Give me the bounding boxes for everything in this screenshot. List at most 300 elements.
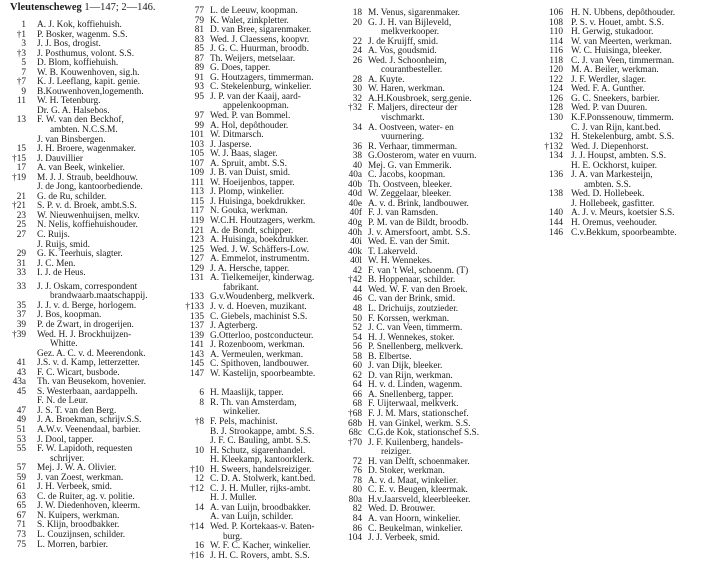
resident-name-occupation: S. Klijn, broodbakker. <box>37 520 120 531</box>
resident-name-occupation: J. v. d. Hoeven, muzikant. <box>210 301 307 312</box>
house-number: †16 <box>190 550 204 561</box>
resident-name-occupation: C. E. v. Beugen, kleermak. <box>368 485 468 496</box>
resident-name-occupation: J. A. Hersche, tapper. <box>210 263 290 274</box>
house-number: 68b <box>348 418 362 429</box>
house-number: 40d <box>348 189 362 200</box>
resident-name-occupation: F. J. van Ramsden. <box>368 208 439 219</box>
resident-name-occupation: J. F. Werdler, slager. <box>571 74 647 85</box>
house-number: 5 <box>21 58 26 69</box>
resident-name-occupation: A. de Bondt, schipper. <box>210 225 294 236</box>
house-number: 124 <box>549 84 563 95</box>
resident-name-occupation: C. J. H. Muller, rijks-ambt. <box>210 483 311 494</box>
house-number: 51 <box>16 424 26 435</box>
resident-name-occupation: G. Does, tapper. <box>210 63 271 74</box>
house-number: 97 <box>194 111 204 122</box>
house-number: 30 <box>352 84 362 95</box>
street-heading <box>10 2 156 13</box>
house-number: 73 <box>16 529 26 540</box>
resident-name-occupation: D. Blom, koffiehuish. <box>37 58 119 69</box>
resident-name-occupation: J. H. Verbeek, smid. <box>37 482 112 493</box>
house-number: 38 <box>352 151 362 162</box>
house-number: 66 <box>352 389 362 400</box>
house-number: 36 <box>352 141 362 152</box>
house-number: 11 <box>17 96 26 107</box>
resident-name-occupation: Th. Oostveen, bleeker. <box>368 179 452 190</box>
house-number: 26 <box>352 55 362 66</box>
resident-name-occupation: J. Posthumus, volont. S.S. <box>37 48 135 59</box>
resident-name-occupation: P. Bosker, wagenm. S.S. <box>37 29 128 40</box>
house-number: 140 <box>549 208 563 219</box>
resident-name-occupation: H. Gerwig, stukadoor. <box>571 27 654 38</box>
house-number: 33 <box>16 268 26 279</box>
resident-name-occupation: A. van Luijn, broodbakker. <box>210 502 311 513</box>
resident-name-occupation: appelenkoopman. <box>223 101 289 112</box>
resident-name-occupation: Th. Weijers, metselaar. <box>210 53 296 64</box>
resident-name-occupation: J. A. van Markesteijn, <box>571 170 653 181</box>
resident-name-occupation: C. D. A. Stolwerk, kant.bed. <box>210 474 316 485</box>
resident-name-occupation: A. Vermeulen, werkman. <box>210 349 304 360</box>
resident-name-occupation: F. Pels, machinist. <box>210 416 278 427</box>
house-number: 49 <box>16 415 26 426</box>
house-number: 125 <box>190 244 204 255</box>
house-number: 110 <box>549 27 563 38</box>
resident-name-occupation: H. v. d. Linden, wagenm. <box>368 380 463 391</box>
house-number: 101 <box>190 130 204 141</box>
house-number: †132 <box>544 141 563 152</box>
house-number: 37 <box>16 310 26 321</box>
house-number: 43a <box>12 377 26 388</box>
resident-name-occupation: J. Agterberg. <box>210 321 258 332</box>
house-number: 18 <box>352 8 362 18</box>
house-number: 132 <box>549 132 563 143</box>
resident-name-occupation: H. Schutz, sigarenhandel. <box>210 445 306 456</box>
resident-name-occupation: W. H. Tetenburg. <box>37 96 101 107</box>
house-number: 57 <box>16 463 26 474</box>
house-number: 16 <box>194 541 204 552</box>
house-number: 24 <box>352 46 362 57</box>
resident-name-occupation: N. Gouka, werkman. <box>210 206 288 217</box>
resident-name-occupation: M. J. J. Straub, beeldhouw. <box>37 172 138 183</box>
house-number: 40a <box>348 170 362 181</box>
resident-name-occupation: J. H. Broere, wagenmaker. <box>37 144 136 155</box>
resident-name-occupation: F. Maljers, directeur der <box>368 103 458 114</box>
resident-name-occupation: vuurnering. <box>381 132 425 143</box>
resident-name-occupation: W.C.H. Houtzagers, werkm. <box>210 216 316 227</box>
house-number: 41 <box>16 358 26 369</box>
house-number: 10 <box>194 445 204 456</box>
house-number: 54 <box>352 332 362 343</box>
resident-name-occupation: W. H. Wennekes. <box>368 256 433 267</box>
house-number: 114 <box>549 36 563 47</box>
house-number: 108 <box>549 17 563 28</box>
house-number: 3 <box>21 39 26 50</box>
house-number: 133 <box>190 292 204 303</box>
resident-name-occupation: Gez. A. C. v. d. Meerendonk. <box>37 348 146 359</box>
house-number: 95 <box>194 91 204 102</box>
resident-name-occupation: fabrikant. <box>223 282 259 293</box>
resident-name-occupation: A. Snellenberg, tapper. <box>368 389 454 400</box>
resident-name-occupation: P. M. van de Bildt, broodb. <box>368 218 469 229</box>
resident-name-occupation: G. K. Teerhuis, slagter. <box>37 249 123 260</box>
resident-name-occupation: C. J. van Rijn, kant.bed. <box>571 122 661 133</box>
resident-name-occupation: J. Ruijs, smid. <box>37 239 90 250</box>
resident-name-occupation: melkverkooper. <box>381 27 440 38</box>
resident-name-occupation: Wed. E. van der Smit. <box>368 237 450 248</box>
house-number: 6 <box>199 388 204 399</box>
resident-name-occupation: F. J. M. Mars, stationschef. <box>368 408 469 419</box>
resident-name-occupation: H. van Ginkel, werkm. S.S. <box>368 418 471 429</box>
resident-name-occupation: D. van Bree, sigarenmaker. <box>210 25 312 36</box>
house-number: 25 <box>16 220 26 231</box>
house-number: 35 <box>16 300 26 311</box>
house-number: 135 <box>190 311 204 322</box>
house-number: 134 <box>549 151 563 162</box>
resident-name-occupation: Wed. P. Kortekaas-v. Baten- <box>210 521 315 532</box>
resident-name-occupation: K.F.Ponssenouw, timmerm. <box>571 113 674 124</box>
resident-name-occupation: courantbesteller. <box>381 65 443 76</box>
house-number: 31 <box>16 258 26 269</box>
house-number: 93 <box>194 82 204 93</box>
house-number: 17 <box>16 163 26 174</box>
house-number: †15 <box>12 153 26 164</box>
house-number: 39 <box>16 319 26 330</box>
house-number: 63 <box>16 491 26 502</box>
house-number: 13 <box>16 115 26 126</box>
resident-name-occupation: C. Beukelman, winkelier. <box>368 523 463 534</box>
house-number: 72 <box>352 456 362 467</box>
house-number: 40k <box>348 246 362 257</box>
resident-name-occupation: J. van Binsbergen. <box>37 134 106 145</box>
resident-name-occupation: A. J. Kok, koffiehuish. <box>37 20 122 30</box>
resident-name-occupation: A. v. d. Brink, landbouwer. <box>368 198 469 209</box>
resident-name-occupation: C. J. van Veen, timmerman. <box>571 55 675 66</box>
house-number: †42 <box>348 275 362 286</box>
resident-name-occupation: J. Huisinga, boekdrukker. <box>210 196 306 207</box>
house-number: 80a <box>348 494 362 505</box>
resident-name-occupation: W. J. Baas, slager. <box>210 149 278 160</box>
resident-name-occupation: H. van Delft, schoenmaker. <box>368 456 470 467</box>
house-number: 129 <box>190 263 204 274</box>
house-number: 32 <box>352 93 362 104</box>
resident-name-occupation: J. J. Oskam, correspondent <box>37 281 138 292</box>
house-number: 136 <box>549 170 563 181</box>
resident-name-occupation: Wed. P. van Duuren. <box>571 103 648 114</box>
resident-name-occupation: A. van Hoorn, winkelier. <box>368 513 461 524</box>
resident-name-occupation: T. Lakerveld. <box>368 246 418 257</box>
house-number: 146 <box>549 227 563 238</box>
resident-name-occupation: P. S. v. Houet, ambt. S.S. <box>571 17 664 28</box>
house-number: 52 <box>352 323 362 334</box>
house-number: 99 <box>194 120 204 131</box>
resident-name-occupation: F. Korssen, werkman. <box>368 313 450 324</box>
resident-name-occupation: H. Kleekamp, kantoorklerk. <box>210 455 315 466</box>
resident-name-occupation: A.H.Kousbroek, serg.genie. <box>368 93 472 104</box>
house-number: 121 <box>190 225 204 236</box>
resident-name-occupation: A. Emmelot, instrumentm. <box>210 254 310 265</box>
house-number: 68 <box>352 399 362 410</box>
resident-name-occupation: J. Hollebeek, gasfitter. <box>571 198 655 209</box>
house-number: 71 <box>16 520 26 531</box>
resident-name-occupation: M. Venus, sigarenmaker. <box>368 8 461 18</box>
resident-name-occupation: ambten. N.C.S.M. <box>50 125 118 136</box>
resident-name-occupation: H. Oremus, veehouder. <box>571 218 657 229</box>
house-number: 127 <box>190 254 204 265</box>
resident-name-occupation: B. Elbertse. <box>368 351 412 362</box>
street-name: Vleutenscheweg <box>10 2 82 13</box>
house-number: †39 <box>12 329 26 340</box>
resident-name-occupation: C.v.Bekkum, spoorbeambte. <box>571 227 677 238</box>
resident-name-occupation: D. van Rijn, werkman. <box>368 370 453 381</box>
house-number: 120 <box>549 65 563 76</box>
resident-name-occupation: J. J. Verbeek, smid. <box>368 533 440 544</box>
house-number: 56 <box>352 342 362 353</box>
resident-name-occupation: S. Westerbaan, aardappelh. <box>37 386 138 397</box>
house-number: 107 <box>190 158 204 169</box>
resident-name-occupation: H. J. Wennekes, stoker. <box>368 332 455 343</box>
resident-name-occupation: J. van Zoest, werkman. <box>37 472 124 483</box>
resident-name-occupation: B.Kouwenhoven,logementh. <box>37 86 144 97</box>
resident-name-occupation: Mej. G. van Emmerik. <box>368 160 452 171</box>
resident-name-occupation: G. J. H. van Bijleveld, <box>368 17 452 28</box>
house-number-range: 1—147; 2—146. <box>84 2 156 13</box>
house-number: 68c <box>348 428 362 439</box>
resident-name-occupation: F. N. de Leur. <box>37 396 88 407</box>
resident-name-occupation: C. Ruijs. <box>37 230 70 241</box>
resident-name-occupation: B. Hoppenaar, schilder. <box>368 275 456 286</box>
resident-name-occupation: A.W.v. Veenendaal, barbier. <box>37 424 141 435</box>
resident-name-occupation: J.S. v. d. Kamp, letterzetter. <box>37 358 140 369</box>
resident-name-occupation: J. J. v. d. Berge, horlogem. <box>37 300 137 311</box>
house-number: 123 <box>190 235 204 246</box>
resident-name-occupation: Wed. W. F. van den Broek. <box>368 284 468 295</box>
resident-name-occupation: L. de Leeuw, koopman. <box>210 6 298 16</box>
resident-name-occupation: H. E. Ockhorst, kuiper. <box>571 160 657 171</box>
resident-name-occupation: A. Tielkemeijer, kinderwag. <box>210 273 315 284</box>
house-number: 122 <box>549 74 563 85</box>
house-number: 21 <box>16 191 26 202</box>
house-number: 44 <box>352 284 362 295</box>
resident-name-occupation: S. P. v. d. Broek, ambt.S.S. <box>37 201 137 212</box>
house-number: 115 <box>190 196 204 207</box>
resident-name-occupation: N. Kuipers, werkman. <box>37 510 120 521</box>
house-number: 20 <box>352 17 362 28</box>
house-number: 138 <box>549 189 563 200</box>
resident-name-occupation: W. Kastelijn, spoorbeambte. <box>210 368 316 379</box>
resident-name-occupation: M. A. Beiler, werkman. <box>571 65 659 76</box>
house-number: 85 <box>194 44 204 55</box>
house-number: 113 <box>190 187 204 198</box>
resident-name-occupation: Wed. J. Diepenhorst. <box>571 141 649 152</box>
resident-name-occupation: Wed. H. J. Brockhuijzen- <box>37 329 132 340</box>
resident-name-occupation: F. C. Wicart, busbode. <box>37 367 120 378</box>
house-number: 143 <box>190 349 204 360</box>
resident-name-occupation: B. J. Strookappe, ambt. S.S. <box>210 426 315 437</box>
house-number: 111 <box>190 177 204 188</box>
house-number: 103 <box>190 139 204 150</box>
house-number: 141 <box>190 340 204 351</box>
house-number: 117 <box>190 206 204 217</box>
resident-name-occupation: Mej. J. W. A. Olivier. <box>37 463 117 474</box>
house-number: 116 <box>549 46 563 57</box>
resident-name-occupation: Wed. F. A. Gunther. <box>571 84 645 95</box>
house-number: 23 <box>16 210 26 221</box>
house-number: 45 <box>16 386 26 397</box>
resident-name-occupation: L. Couzijnsen, schilder. <box>37 529 126 540</box>
house-number: 60 <box>352 361 362 372</box>
resident-name-occupation: J. P. van der Kaaij, aard- <box>210 91 301 102</box>
resident-name-occupation: J. B. van Duist, smid. <box>210 168 291 179</box>
resident-name-occupation: schrijver. <box>50 453 85 464</box>
resident-name-occupation: Wed. P. van Bommel. <box>210 111 291 122</box>
resident-name-occupation: P. Snellenberg, melkverk. <box>368 342 464 353</box>
house-number: 34 <box>352 122 362 133</box>
house-number: †70 <box>348 437 362 448</box>
house-number: 61 <box>16 482 26 493</box>
resident-name-occupation: W. Zeggelaar, bleeker. <box>368 189 452 200</box>
resident-name-occupation: Wed. J. W. Schäffers-Low. <box>210 244 309 255</box>
house-number: 42 <box>352 265 362 276</box>
resident-name-occupation: A. van Beek, winkelier. <box>37 163 125 174</box>
house-number: 8 <box>199 397 204 408</box>
house-number: †32 <box>348 103 362 114</box>
house-number: 83 <box>194 34 204 45</box>
resident-name-occupation: J. G. C. Huurman, broodb. <box>210 44 309 55</box>
house-number: 65 <box>16 501 26 512</box>
house-number: 77 <box>194 6 204 16</box>
resident-name-occupation: J. S. T. van den Berg. <box>37 405 117 416</box>
resident-name-occupation: J. Dool, tapper. <box>37 434 94 445</box>
resident-name-occupation: Dr. G. A. Halsebos. <box>37 105 110 116</box>
house-number: 147 <box>190 368 204 379</box>
resident-name-occupation: W. Haren, werkman. <box>368 84 445 95</box>
resident-name-occupation: W. Nieuwenhuijsen, melkv. <box>37 210 140 221</box>
resident-name-occupation: G. C. Sneekers, barbier. <box>571 93 660 104</box>
resident-name-occupation: reiziger. <box>381 447 412 458</box>
house-number: 128 <box>549 103 563 114</box>
resident-name-occupation: Wed. D. Hollebeek. <box>571 189 645 200</box>
resident-name-occupation: L. Drichuijs, zoutzieder. <box>368 303 459 314</box>
resident-name-occupation: J. Jasperse. <box>210 139 252 150</box>
house-number: 144 <box>549 218 563 229</box>
house-number: 40e <box>348 198 362 209</box>
house-number: 106 <box>549 8 563 18</box>
resident-name-occupation: J. J. Houpst, ambten. S.S. <box>571 151 667 162</box>
house-number: 15 <box>16 144 26 155</box>
resident-name-occupation: W. van Meerten, werkman. <box>571 36 672 47</box>
resident-name-occupation: J. C. van Veen, timmerm. <box>368 323 463 334</box>
resident-name-occupation: D. Stoker, werkman. <box>368 466 445 477</box>
house-number: 40g <box>348 218 362 229</box>
house-number: 84 <box>352 513 362 524</box>
resident-name-occupation: A. Vos, goudsmid. <box>368 46 437 57</box>
resident-name-occupation: H. Maaslijk, tapper. <box>210 388 284 399</box>
resident-name-occupation: Wed. J. Schoonheim, <box>368 55 447 66</box>
resident-name-occupation: H. Sweers, handelsreiziger. <box>210 464 312 475</box>
resident-name-occupation: W. C. Huisinga, bleeker. <box>571 46 662 57</box>
resident-name-occupation: H. Stekelenburg, ambt. S.S. <box>571 132 675 143</box>
resident-name-occupation: G. Houtzagers, timmerman. <box>210 72 314 83</box>
resident-name-occupation: brandwaarb.maatschappij. <box>50 291 148 302</box>
house-number: †19 <box>12 172 26 183</box>
resident-name-occupation: A. Kuyte. <box>368 74 405 85</box>
resident-name-occupation: vischmarkt. <box>381 113 425 124</box>
house-number: 145 <box>190 359 204 370</box>
resident-name-occupation: W. Hoeijenbos, tapper. <box>210 177 295 188</box>
house-number: 40h <box>348 227 362 238</box>
resident-name-occupation: C. van der Brink, smid. <box>368 294 456 305</box>
resident-name-occupation: G.Oosterom, water en vuurn. <box>368 151 477 162</box>
resident-name-occupation: N. Nelis, koffiehuishouder. <box>37 220 138 231</box>
resident-name-occupation: Wed. D. Brouwer. <box>368 504 436 515</box>
house-number: 55 <box>16 444 26 455</box>
house-number: †8 <box>194 416 204 427</box>
resident-name-occupation: A. van Luijn, schilder. <box>210 512 294 523</box>
house-number: 33 <box>16 281 26 292</box>
house-number: 9 <box>21 86 26 97</box>
resident-name-occupation: A. Oostveen, water- en <box>368 122 454 133</box>
resident-name-occupation: C. Jacobs, koopman. <box>368 170 446 181</box>
resident-name-occupation: W. B. Kouwenhoven, sig.h. <box>37 67 140 78</box>
resident-name-occupation: F. Uijterwaal, melkverk. <box>368 399 459 410</box>
house-number: 75 <box>16 539 26 550</box>
house-number: 48 <box>352 303 362 314</box>
house-number: †10 <box>190 464 204 475</box>
resident-name-occupation: L. Morren, barbier. <box>37 539 108 550</box>
resident-name-occupation: J. Rozenboom, werkman. <box>210 340 305 351</box>
resident-name-occupation: J. A. Broekman, schrijv.S.S. <box>37 415 142 426</box>
resident-name-occupation: R. Verhaar, timmerman. <box>368 141 458 152</box>
house-number: 12 <box>194 474 204 485</box>
house-number: 87 <box>194 53 204 64</box>
resident-name-occupation: H. N. Ubbens, depôthouder. <box>571 8 676 18</box>
resident-name-occupation: C. Giebels, machinist S.S. <box>210 311 308 322</box>
house-number: 22 <box>352 36 362 47</box>
resident-name-occupation: J. van Dijk, bleeker. <box>368 361 443 372</box>
house-number: 53 <box>16 434 26 445</box>
house-number: 40l <box>350 256 362 267</box>
house-number: 40i <box>350 237 362 248</box>
resident-name-occupation: H. J. Muller. <box>210 493 257 504</box>
resident-name-occupation: C.G.de Kok, stationschef S.S. <box>368 428 480 439</box>
resident-name-occupation: F. van 't Wel, schoenm. (T) <box>368 265 469 276</box>
resident-name-occupation: J. Plomp, winkelier. <box>210 187 285 198</box>
resident-name-occupation: Wed. J. Claessens, koopvr. <box>210 34 310 45</box>
house-number: 43 <box>16 367 26 378</box>
resident-name-occupation: F. W. Lapidoth, requesten <box>37 444 133 455</box>
house-number: 40f <box>349 208 362 219</box>
house-number: 62 <box>352 370 362 381</box>
resident-name-occupation: K. J. Leeflang, kapit. genie. <box>37 77 141 88</box>
house-number: 131 <box>190 273 204 284</box>
house-number: 47 <box>16 405 26 416</box>
house-number: 1 <box>21 20 26 30</box>
house-number: 91 <box>194 72 204 83</box>
resident-name-occupation: G.v.Woudenberg, melkverk. <box>210 292 315 303</box>
house-number: †14 <box>190 521 204 532</box>
resident-name-occupation: J. F. Kuilenberg, handels- <box>368 437 464 448</box>
resident-name-occupation: J. F. C. Bauling, ambt. S.S. <box>210 436 311 447</box>
resident-name-occupation: W. Ditmarsch. <box>210 130 264 141</box>
house-number: 79 <box>194 15 204 26</box>
resident-name-occupation: J. Dauvillier <box>37 153 83 164</box>
resident-name-occupation: C. Stekelenburg, winkelier. <box>210 82 312 93</box>
resident-name-occupation: R. Th. van Amsterdam, <box>210 397 297 408</box>
resident-name-occupation: W. F. C. Kacher, winkelier. <box>210 541 311 552</box>
house-number: 126 <box>549 93 563 104</box>
house-number: 130 <box>549 113 563 124</box>
resident-name-occupation: J. J. Bos, drogist. <box>37 39 101 50</box>
house-number: 109 <box>190 168 204 179</box>
